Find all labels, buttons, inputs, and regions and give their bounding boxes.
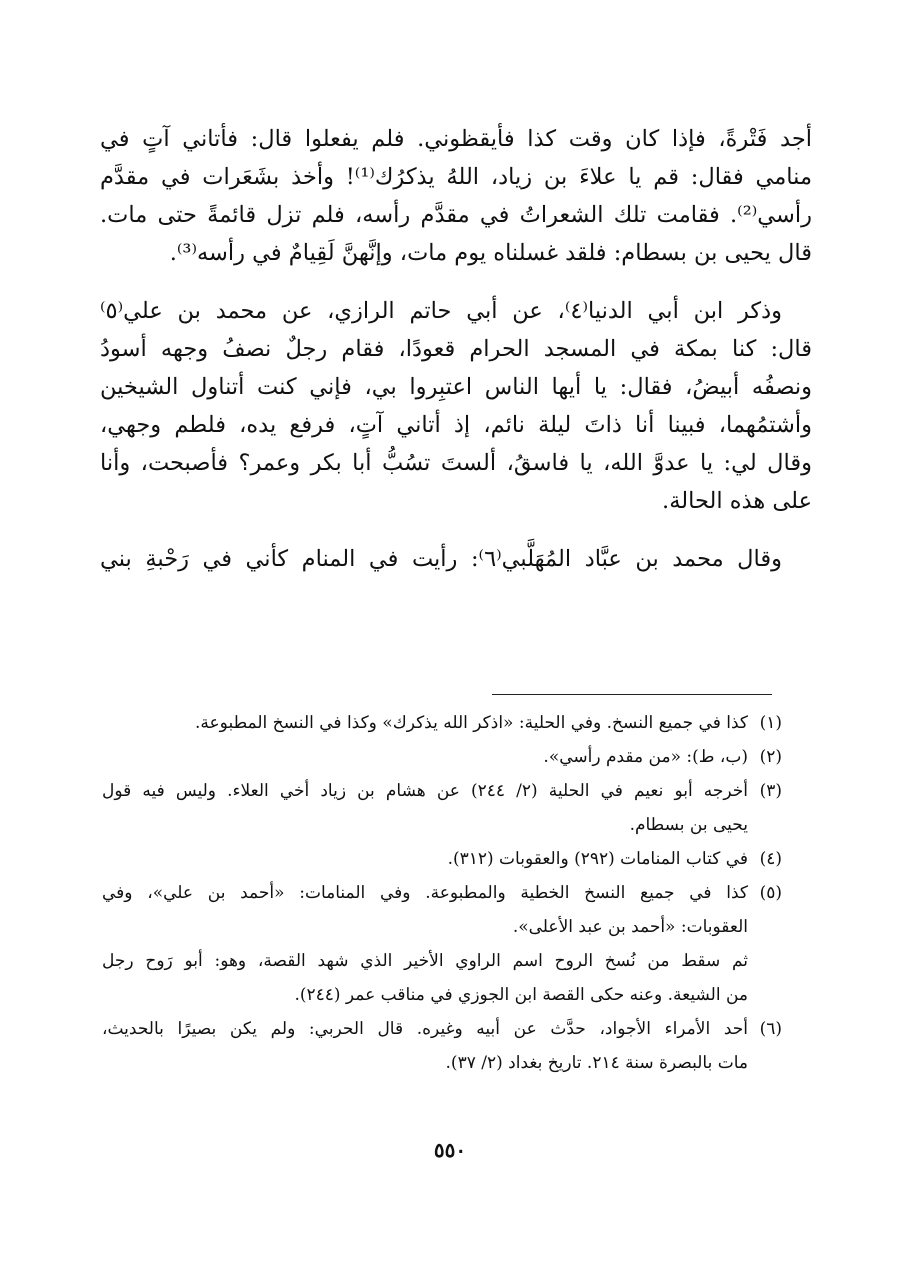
paragraph-3	[100, 540, 812, 578]
footnote-line: من الشيعة. وعنه حكى القصة ابن الجوزي في مناقب عمر (٢٤٤).	[294, 985, 748, 1005]
footnote-number: (٥)	[759, 883, 782, 903]
text-line: وقال لي: يا عدوَّ الله، يا فاسقُ، ألستَ تسُبُّ أبا بكر وعمر؟ فأصبحت، وأنا	[100, 450, 812, 476]
footnote-3	[102, 774, 782, 842]
text-line: وقال محمد بن عبَّاد المُهَلَّبي⁽٦⁾: رأيت في المنام كأني في رَحْبةِ بني	[100, 546, 783, 572]
page-number: ٥٥٠	[433, 1138, 467, 1162]
text-line: رأسي⁽²⁾. فقامت تلك الشعراتُ في مقدَّم رأسه، فلم تزل قائمةً حتى مات.	[100, 202, 812, 228]
footnote-number: (٢)	[759, 747, 782, 767]
footnote-line: أحد الأمراء الأجواد، حدَّث عن أبيه وغيره. قال الحربي: ولم يكن بصيرًا بالحديث،	[102, 1019, 748, 1039]
text-line: على هذه الحالة.	[662, 488, 812, 514]
text-line: وذكر ابن أبي الدنيا⁽٤⁾، عن أبي حاتم الرازي، عن محمد بن علي⁽٥⁾	[100, 298, 782, 324]
footnote-body	[102, 842, 748, 876]
text-line: قال يحيى بن بسطام: فلقد غسلناه يوم مات، وإنَّهنَّ لَقِيامٌ في رأسه⁽³⁾.	[169, 240, 812, 266]
footnotes	[102, 706, 782, 1080]
footnote-line: ثم سقط من نُسخ الروح اسم الراوي الأخير الذي شهد القصة، وهو: أبو رَوح رجل	[102, 951, 748, 971]
footnote-2	[102, 740, 782, 774]
footnote-number: (٣)	[759, 781, 782, 801]
text-line: قال: كنا بمكة في المسجد الحرام قعودًا، فقام رجلٌ نصفُ وجهه أسودُ	[100, 336, 812, 362]
footnote-line: مات بالبصرة سنة ٢١٤. تاريخ بغداد (٢/ ٣٧).	[445, 1053, 748, 1073]
paragraph-1	[100, 120, 812, 272]
footnote-line: أخرجه أبو نعيم في الحلية (٢/ ٢٤٤) عن هشام بن زياد أخي العلاء. وليس فيه قول	[102, 781, 749, 801]
footnote-body	[102, 1012, 748, 1080]
footnote-number: (٤)	[759, 849, 782, 869]
footnote-line: (ب، ط): «من مقدم رأسي».	[543, 747, 748, 767]
text-line: أجد فَتْرةً، فإذا كان وقت كذا فأيقظوني. فلم يفعلوا قال: فأتاني آتٍ في	[100, 126, 812, 152]
footnote-line: في كتاب المنامات (٢٩٢) والعقوبات (٣١٢).	[447, 849, 748, 869]
footnote-separator	[492, 694, 772, 695]
footnote-number: (٦)	[759, 1019, 782, 1039]
footnote-body	[102, 876, 748, 1012]
footnote-line: كذا في جميع النسخ الخطية والمطبوعة. وفي المنامات: «أحمد بن علي»، وفي	[102, 883, 748, 903]
footnote-line: كذا في جميع النسخ. وفي الحلية: «اذكر الله يذكرك» وكذا في النسخ المطبوعة.	[195, 713, 748, 733]
text-line: وأشتمُهما، فبينا أنا ذاتَ ليلة نائم، إذ أتاني آتٍ، فرفع يده، فلطم وجهي،	[100, 412, 812, 438]
footnote-number: (١)	[759, 713, 782, 733]
footnote-line: يحيى بن بسطام.	[629, 815, 748, 835]
footnote-body	[102, 774, 748, 842]
footnote-5	[102, 876, 782, 1012]
text-line: منامي فقال: قم يا علاءَ بن زياد، اللهُ يذكرُك⁽¹⁾! وأخذ بشَعَرات في مقدَّم	[100, 164, 812, 190]
footnote-line: العقوبات: «أحمد بن عبد الأعلى».	[512, 917, 748, 937]
footnote-4	[102, 842, 782, 876]
footnote-1	[102, 706, 782, 740]
paragraph-2	[100, 292, 812, 520]
footnote-body	[102, 706, 748, 740]
main-text	[100, 120, 812, 598]
text-line: ونصفُه أبيضُ، فقال: يا أيها الناس اعتبِروا بي، فإني كنت أتناول الشيخين	[100, 374, 812, 400]
footnote-6	[102, 1012, 782, 1080]
footnote-body	[102, 740, 748, 774]
